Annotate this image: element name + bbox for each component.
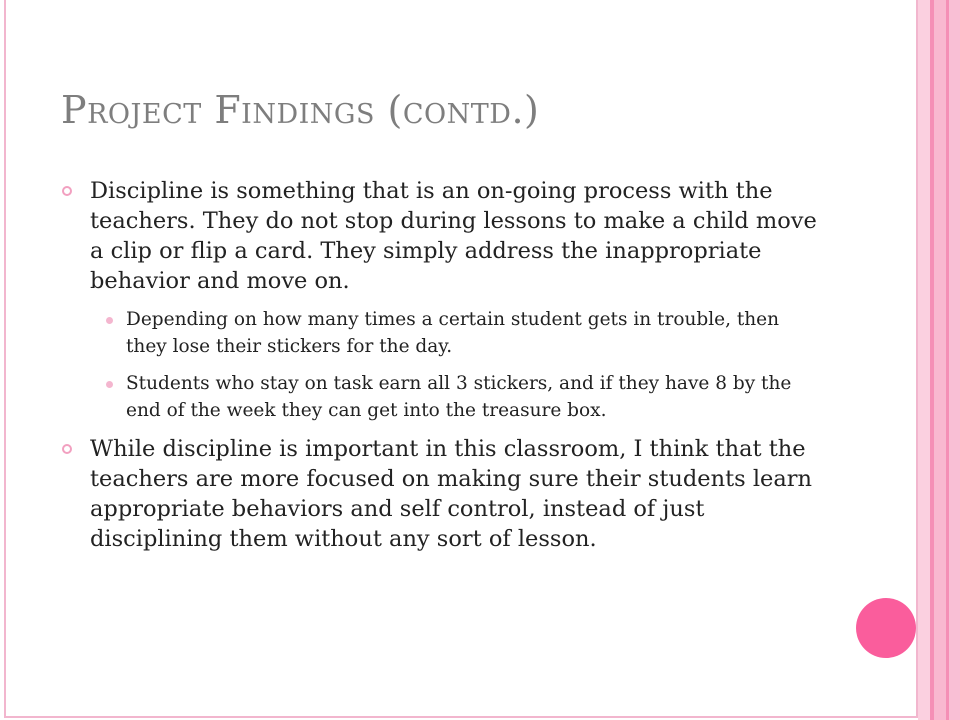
stripe [949,0,960,720]
decorative-stripes [918,0,960,720]
bullet-dot-icon [106,317,113,324]
bullet-text: While discipline is important in this classroom, I think that the teachers are more focused on making sure their students learn appropriate behaviors and self control, instead of just disciplining them without any sort of lesson. [90,436,812,552]
bullet-dot-icon [106,381,113,388]
sub-bullet-treasure-box [104,370,820,424]
stripe [934,0,946,720]
slide-content [60,176,820,564]
sub-bullet-list [104,306,820,424]
slide-title: Project Findings (contd.) [61,88,540,132]
sub-bullet-text: Depending on how many times a certain student gets in trouble, then they lose their stickers for the day. [126,309,780,357]
sub-bullet-stickers [104,306,820,360]
bullet-self-control [60,434,820,554]
bullet-ring-icon [62,444,72,454]
stripe [918,0,930,720]
accent-circle [856,598,916,658]
bullet-text: Discipline is something that is an on-going process with the teachers. They do not stop during lessons to make a child move a clip or flip a card. They simply address the inappropriate behavior and move on. [90,178,817,294]
sub-bullet-text: Students who stay on task earn all 3 stickers, and if they have 8 by the end of the week they can get into the treasure box. [126,373,792,421]
bullet-discipline [60,176,820,296]
bullet-ring-icon [62,186,72,196]
